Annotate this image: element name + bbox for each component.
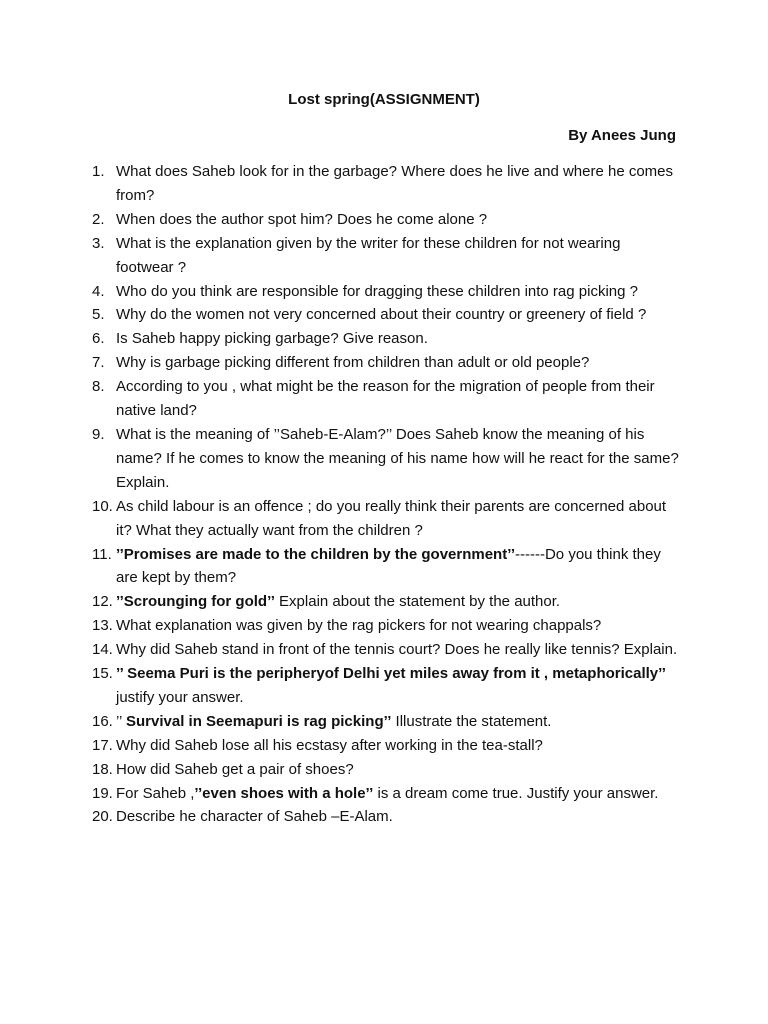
question-item xyxy=(92,782,682,806)
question-text-segment: Who do you think are responsible for dragging these children into rag picking ? xyxy=(116,282,638,300)
question-text-segment: When does the author spot him? Does he come alone ? xyxy=(116,210,488,228)
question-text xyxy=(116,498,666,539)
question-text xyxy=(116,378,655,419)
question-item xyxy=(92,805,682,829)
question-text xyxy=(116,546,661,587)
question-text xyxy=(116,306,646,323)
question-text xyxy=(116,617,601,634)
question-text-segment: Why do the women not very concerned about their country or greenery of field ? xyxy=(116,306,647,324)
question-number: 16. xyxy=(92,712,113,730)
question-item xyxy=(92,327,682,351)
question-text-segment: As child labour is an offence ; do you really think their parents are concerned about it? What they actually want from the children ? xyxy=(116,497,667,539)
question-text xyxy=(116,163,673,204)
question-number: 9. xyxy=(92,425,105,443)
question-text xyxy=(116,665,666,706)
question-text xyxy=(116,593,560,610)
question-quote-bold: ’’ Seema Puri is the peripheryof Delhi yet miles away from it , metaphorically’’ xyxy=(116,665,666,683)
question-number: 19. xyxy=(92,784,113,802)
question-text-segment: According to you , what might be the reason for the migration of people from their native land? xyxy=(116,378,655,420)
question-text xyxy=(116,737,543,754)
question-quote-bold: ’’Promises are made to the children by the government’’ xyxy=(116,545,515,563)
question-text xyxy=(116,235,620,276)
question-number: 3. xyxy=(92,234,105,252)
question-text-segment: Illustrate the statement. xyxy=(391,712,552,730)
author-line: By Anees Jung xyxy=(568,127,676,144)
question-number: 11. xyxy=(92,545,112,563)
question-text xyxy=(116,761,354,778)
question-text xyxy=(116,713,551,730)
question-item xyxy=(92,160,682,208)
question-number: 13. xyxy=(92,617,113,635)
question-number: 1. xyxy=(92,163,105,180)
question-item xyxy=(92,208,682,232)
question-text-segment: ------Do you think they are kept by them? xyxy=(116,545,661,587)
question-item xyxy=(92,375,682,423)
question-text-segment: Why did Saheb stand in front of the tennis court? Does he really like tennis? Explain. xyxy=(116,641,678,659)
question-number: 15. xyxy=(92,665,113,683)
question-quote-bold: ’’Scrounging for gold’’ xyxy=(116,593,275,611)
question-text-segment: is a dream come true. Justify your answer. xyxy=(373,784,659,802)
question-quote-bold: Survival in Seemapuri is rag picking’’ xyxy=(126,712,392,730)
question-text xyxy=(116,426,679,491)
question-number: 7. xyxy=(92,354,105,372)
question-text-segment: Is Saheb happy picking garbage? Give reason. xyxy=(116,330,428,348)
question-number: 5. xyxy=(92,306,105,324)
page-title: Lost spring(ASSIGNMENT) xyxy=(288,91,480,108)
question-number: 2. xyxy=(92,210,105,228)
question-text xyxy=(116,330,428,347)
question-text xyxy=(116,211,487,228)
question-item xyxy=(92,423,682,495)
question-number: 4. xyxy=(92,282,105,300)
question-item xyxy=(92,280,682,304)
question-text-segment: What does Saheb look for in the garbage? Where does he live and where he comes from? xyxy=(116,163,674,204)
question-number: 20. xyxy=(92,808,113,826)
question-text-segment: What explanation was given by the rag pickers for not wearing chappals? xyxy=(116,617,602,635)
question-text-segment: What is the meaning of ’’Saheb-E-Alam?’’ Does Saheb know the meaning of his name? If he comes to know the meaning of his name how will he react for the same? Explain. xyxy=(116,425,679,491)
question-text-segment: What is the explanation given by the writer for these children for not wearing footwear ? xyxy=(116,234,621,276)
question-item xyxy=(92,303,682,327)
question-text xyxy=(116,283,638,300)
question-text-segment: How did Saheb get a pair of shoes? xyxy=(116,760,354,778)
question-text xyxy=(116,785,658,802)
question-item xyxy=(92,758,682,782)
question-number: 6. xyxy=(92,330,105,348)
question-text xyxy=(116,641,677,658)
question-text xyxy=(116,808,393,825)
question-number: 12. xyxy=(92,593,113,611)
question-item xyxy=(92,543,682,591)
question-number: 14. xyxy=(92,641,113,659)
question-item xyxy=(92,590,682,614)
question-text-segment: Why is garbage picking different from children than adult or old people? xyxy=(116,354,590,372)
question-item xyxy=(92,232,682,280)
question-text-segment: ’’ xyxy=(116,712,127,730)
question-item xyxy=(92,734,682,758)
question-text-segment: Why did Saheb lose all his ecstasy after working in the tea-stall? xyxy=(116,736,543,754)
question-number: 10. xyxy=(92,497,113,515)
question-text-segment: Describe he character of Saheb –E-Alam. xyxy=(116,808,393,826)
question-number: 17. xyxy=(92,736,113,754)
question-text-segment: For Saheb , xyxy=(116,784,195,802)
question-quote-bold: ’’even shoes with a hole’’ xyxy=(194,784,374,802)
question-item xyxy=(92,351,682,375)
question-text xyxy=(116,354,589,371)
question-item xyxy=(92,638,682,662)
question-list xyxy=(92,160,682,829)
question-item xyxy=(92,495,682,543)
question-number: 8. xyxy=(92,378,105,396)
question-text-segment: justify your answer. xyxy=(116,688,244,706)
question-number: 18. xyxy=(92,760,113,778)
question-item xyxy=(92,662,682,710)
question-text-segment: Explain about the statement by the author. xyxy=(274,593,561,611)
question-item xyxy=(92,710,682,734)
question-item xyxy=(92,614,682,638)
